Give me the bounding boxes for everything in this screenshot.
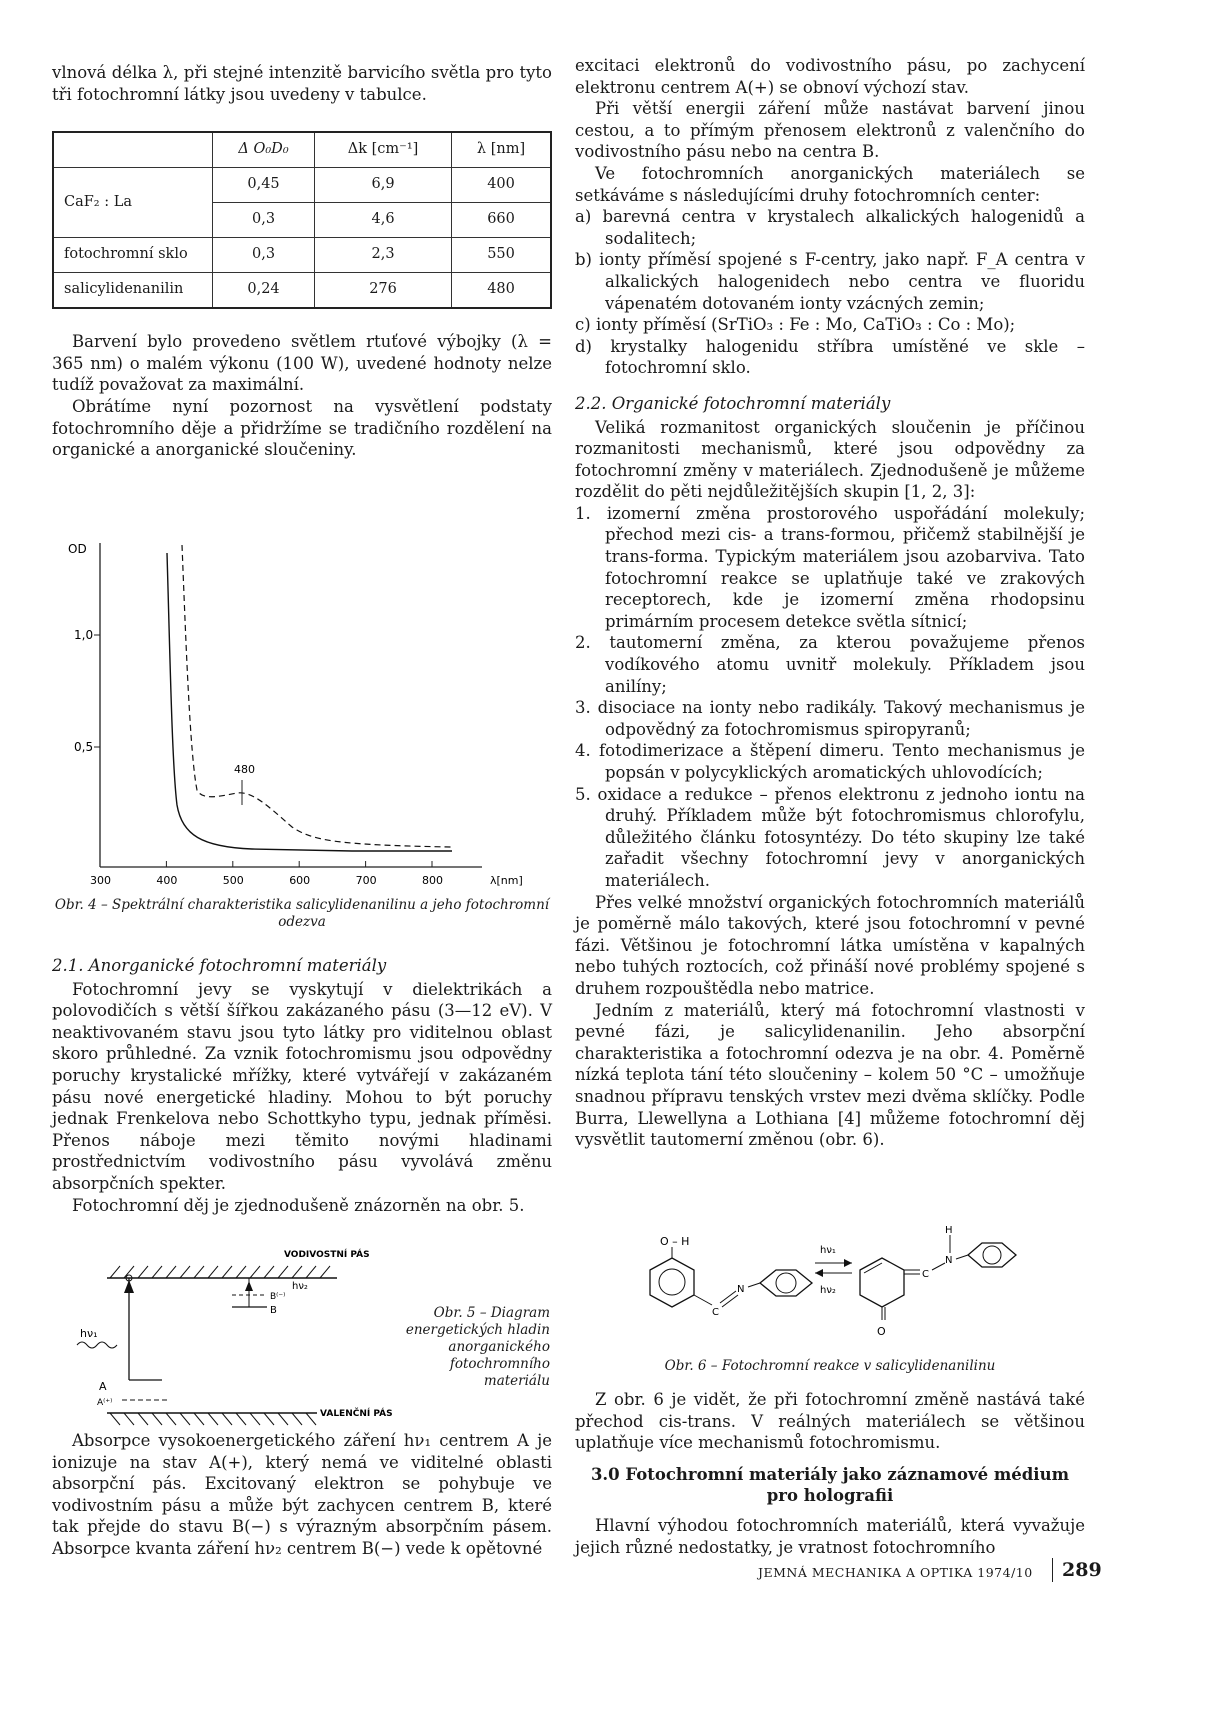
table-cell: 0,24 bbox=[213, 273, 315, 309]
table-cell: 0,3 bbox=[213, 203, 315, 238]
list-item: 5. oxidace a redukce – přenos elektronu z jednoho iontu na druhý. Příkladem může být fotochromismus chlorofylu, důležitého článku fotosyntézy. Do této skupiny lze také zařadit všechny fotochromní jevy v anorganických materiálech. bbox=[575, 784, 1085, 890]
x-tick-label: 600 bbox=[289, 874, 311, 887]
paragraph: Hlavní výhodou fotochromních materiálů, která vyvažuje jejich různé nedostatky, je vratnost fotochromního bbox=[575, 1515, 1085, 1557]
band-hatch bbox=[222, 1266, 232, 1278]
band-hatch bbox=[194, 1413, 204, 1425]
reaction-scheme bbox=[620, 1225, 1060, 1345]
level-a-label: A bbox=[99, 1380, 107, 1393]
left-column-bottom bbox=[52, 1430, 552, 1560]
table-header: Δ O₀D₀ bbox=[213, 132, 315, 168]
paragraph: Přes velké množství organických fotochromních materiálů je poměrně málo takových, které jsou fotochromní v pevné fázi. Většinou je fotochromní látka umístěna v kapalných nebo tuhých roztocích, což přináší nové problémy spojené s druhem rozpouštědla nebo matrice. bbox=[575, 892, 1085, 998]
list-item: 4. fotodimerizace a štěpení dimeru. Tento mechanismus je popsán v polycyklických aromatických uhlovodících; bbox=[575, 741, 1085, 782]
section-heading: 3.0 Fotochromní materiály jako záznamové médium pro holografii bbox=[590, 1464, 1070, 1506]
oh-group-label: O – H bbox=[660, 1235, 690, 1248]
valence-band-label: VALENČNÍ PÁS bbox=[320, 1409, 393, 1419]
band-hatch bbox=[180, 1266, 190, 1278]
conduction-band-label: VODIVOSTNÍ PÁS bbox=[284, 1250, 370, 1260]
table-header: λ [nm] bbox=[452, 132, 551, 168]
band-hatch bbox=[264, 1413, 274, 1425]
paragraph: Obrátíme nyní pozornost na vysvětlení podstaty fotochromního děje a přidržíme se tradičního rozdělení na organické a anorganické sloučeniny. bbox=[52, 396, 552, 460]
table-header bbox=[53, 132, 213, 168]
intro-paragraph: vlnová délka λ, při stejné intenzitě barvicího světla pro tyto tři fotochromní látky jsou uvedeny v tabulce. bbox=[52, 63, 552, 104]
table-cell: 4,6 bbox=[315, 203, 452, 238]
paragraph: Veliká rozmanitost organických sloučenin je příčinou rozmanitosti mechanismů, které jsou odpovědny za fotochromní změny v materiálech. Zjednodušeně je můžeme rozdělit do pěti nejdůležitějších skupin [1, 2, 3]: bbox=[575, 417, 1085, 502]
list-item: 2. tautomerní změna, za kterou považujeme přenos vodíkového atomu uvnitř molekuly. Příkladem jsou anilíny; bbox=[575, 633, 1086, 696]
figure-caption: Obr. 5 – Diagram energetických hladin anorganického fotochromního materiálu bbox=[405, 1305, 550, 1389]
paragraph: Absorpce vysokoenergetického záření hν₁ centrem A je ionizuje na stav A(+), který nemá ve viditelné oblasti absorpční pás. Excitovaný elektron se pohybuje ve vodivostním pásu a může být zachycen centrem B, které tak přejde do stavu B(−) s výrazným absorpčním pásem. Absorpce kvanta záření hν₂ centrem B(−) vede k opětovné bbox=[52, 1431, 552, 1558]
band-hatch bbox=[320, 1266, 330, 1278]
level-aplus-label: A⁽⁺⁾ bbox=[97, 1398, 113, 1408]
page-number: 289 bbox=[1062, 1559, 1102, 1581]
journal-footer: JEMNÁ MECHANIKA A OPTIKA 1974/10 bbox=[758, 1565, 1033, 1580]
paragraph: Jedním z materiálů, který má fotochromní vlastnosti v pevné fázi, je salicylidenanilin. Jeho absorpční charakteristika a fotochromní odezva je na obr. 4. Poměrně nízká teplota tání této sloučeniny – kolem 50 °C – umožňuje snadnou přípravu tenských vrstev mezi dvěma sklíčky. Podle Burra, Llewellyna a Lothiana [4] můžeme fotochromní děj vysvětlit tautomerní změnou (obr. 6). bbox=[575, 1000, 1085, 1150]
left-column bbox=[52, 62, 552, 461]
spectral-chart bbox=[52, 535, 552, 895]
table-row bbox=[53, 238, 551, 273]
band-hatch bbox=[180, 1413, 190, 1425]
atom-label: H bbox=[945, 1225, 953, 1236]
hv1-label: hν₁ bbox=[80, 1327, 98, 1340]
x-axis-unit: λ[nm] bbox=[490, 874, 523, 887]
y-tick-label: 1,0 bbox=[74, 628, 94, 642]
band-hatch bbox=[194, 1266, 204, 1278]
band-hatch bbox=[306, 1413, 316, 1425]
table-header-row bbox=[53, 132, 551, 168]
list-item: c) ionty příměsí (SrTiO₃ : Fe : Mo, CaTiO₃ : Co : Mo); bbox=[575, 315, 1016, 335]
x-tick-label: 500 bbox=[222, 874, 244, 887]
band-hatch bbox=[264, 1266, 274, 1278]
section-heading: 2.2. Organické fotochromní materiály bbox=[575, 393, 891, 413]
band-hatch bbox=[110, 1266, 120, 1278]
band-hatch bbox=[124, 1413, 134, 1425]
table-cell: 0,3 bbox=[213, 238, 315, 273]
list-item: 1. izomerní změna prostorového uspořádání molekuly; přechod mezi cis- a trans-formou, přičemž stabilnější je trans-forma. Typickým materiálem jsou azobarviva. Tato fotochromní reakce se uplatňuje také ve zrakových receptorech, kde je izomerní změna rhodopsinu primárním procesem detekce světla sítnicí; bbox=[575, 503, 1085, 631]
band-hatch bbox=[250, 1266, 260, 1278]
paragraph: Ve fotochromních anorganických materiálech se setkáváme s následujícími druhy fotochromních center: bbox=[575, 163, 1085, 205]
atom-label: N bbox=[737, 1284, 745, 1295]
band-hatch bbox=[278, 1266, 288, 1278]
band-hatch bbox=[278, 1413, 288, 1425]
center-types-list bbox=[575, 206, 1085, 379]
table-row bbox=[53, 168, 551, 203]
x-tick-label: 800 bbox=[422, 874, 443, 887]
band-hatch bbox=[138, 1266, 148, 1278]
y-tick-label: 0,5 bbox=[74, 740, 94, 754]
figure-caption: Obr. 6 – Fotochromní reakce v salicylidenanilinu bbox=[664, 1358, 996, 1374]
right-column-lower bbox=[575, 1358, 1085, 1558]
hv1-label: hν₁ bbox=[820, 1245, 836, 1256]
material-table bbox=[52, 131, 552, 309]
level-b-label: B bbox=[270, 1305, 277, 1316]
x-tick-label: 400 bbox=[156, 874, 178, 887]
paragraph: Fotochromní děj je zjednodušeně znázorněn na obr. 5. bbox=[72, 1195, 525, 1215]
band-hatch bbox=[166, 1266, 176, 1278]
paragraph: Barvení bylo provedeno světlem rtuťové výbojky (λ = 365 nm) o malém výkonu (100 W), uvedené hodnoty nelze tudíž považovat za maximální. bbox=[52, 332, 552, 395]
table-cell: 6,9 bbox=[315, 168, 452, 203]
table-cell: 2,3 bbox=[315, 238, 452, 273]
mechanism-list bbox=[575, 503, 1085, 892]
fig4-caption-box bbox=[52, 897, 552, 931]
table-cell: 480 bbox=[452, 273, 551, 309]
photochromic-response-curve bbox=[182, 545, 452, 847]
x-tick-label: 700 bbox=[355, 874, 377, 887]
band-hatch bbox=[250, 1413, 260, 1425]
band-hatch bbox=[306, 1266, 316, 1278]
band-hatch bbox=[152, 1413, 162, 1425]
atom-label: C bbox=[922, 1269, 929, 1280]
level-bminus-label: B⁽⁻⁾ bbox=[270, 1292, 286, 1302]
table-cell: 400 bbox=[452, 168, 551, 203]
table-cell: salicylidenanilin bbox=[53, 273, 213, 309]
band-hatch bbox=[236, 1266, 246, 1278]
band-hatch bbox=[166, 1413, 176, 1425]
peak-label: 480 bbox=[234, 763, 255, 776]
x-tick-label: 300 bbox=[90, 874, 111, 887]
list-item: b) ionty příměsí spojené s F-centry, jako např. F_A centra v alkalických halogenidech nebo centra ve fluoridu vápenatém dotovaném ionty vzácných zemin; bbox=[575, 250, 1086, 313]
figure-4 bbox=[52, 535, 552, 895]
absorption-curve bbox=[167, 553, 452, 851]
paragraph: excitaci elektronů do vodivostního pásu, po zachycení elektronu centrem A(+) se obnoví výchozí stav. bbox=[575, 56, 1085, 97]
band-hatch bbox=[236, 1413, 246, 1425]
band-hatch bbox=[292, 1413, 302, 1425]
band-hatch bbox=[110, 1413, 120, 1425]
atom-label: O bbox=[877, 1325, 886, 1338]
atom-label: C bbox=[712, 1307, 719, 1318]
table-cell: CaF₂ : La bbox=[53, 168, 213, 238]
list-item: 3. disociace na ionty nebo radikály. Takový mechanismus je odpovědný za fotochromismus spiropyranů; bbox=[575, 698, 1085, 739]
band-hatch bbox=[208, 1413, 218, 1425]
section-heading: 2.1. Anorganické fotochromní materiály bbox=[52, 956, 387, 975]
atom-label: N bbox=[945, 1255, 953, 1266]
band-hatch bbox=[124, 1266, 134, 1278]
footer-divider bbox=[1052, 1558, 1053, 1582]
table-cell: 550 bbox=[452, 238, 551, 273]
table-row bbox=[53, 273, 551, 309]
table-cell: 276 bbox=[315, 273, 452, 309]
fig5-caption-box bbox=[400, 1305, 550, 1390]
paragraph: Při větší energii záření může nastávat barvení jinou cestou, a to přímým přenosem elektronů z valenčního do vodivostního pásu nebo na centra B. bbox=[575, 99, 1085, 162]
paragraph: Fotochromní jevy se vyskytují v dielektrikách a polovodičích s větší šířkou zakázaného pásu (3—12 eV). V neaktivovaném stavu jsou tyto látky pro viditelnou oblast skoro průhledné. Za vznik fotochromismu jsou odpovědny poruchy krystalické mřížky, které vytvářejí v zakázaném pásu nové energetické hladiny. Mohou to být poruchy jednak Frenkelova nebo Schottkyho typu, jednak příměsi. Přenos náboje mezi těmito novými hladinami prostřednictvím vodivostního pásu vyvolává změnu absorpčních spekter. bbox=[52, 979, 552, 1193]
band-hatch bbox=[222, 1413, 232, 1425]
y-axis-label: OD bbox=[68, 542, 87, 556]
band-hatch bbox=[292, 1266, 302, 1278]
band-hatch bbox=[138, 1413, 148, 1425]
paragraph: Z obr. 6 je vidět, že při fotochromní změně nastává také přechod cis-trans. V reálných materiálech se většinou uplatňuje více mechanismů fotochromismu. bbox=[575, 1390, 1085, 1453]
band-hatch bbox=[152, 1266, 162, 1278]
table-header: Δk [cm⁻¹] bbox=[315, 132, 452, 168]
figure-caption: Obr. 4 – Spektrální charakteristika salicylidenanilinu a jeho fotochromní odezva bbox=[54, 897, 550, 930]
hv2-label: hν₂ bbox=[292, 1281, 308, 1292]
figure-6 bbox=[620, 1225, 1060, 1345]
table-cell: 0,45 bbox=[213, 168, 315, 203]
right-column bbox=[575, 55, 1085, 1151]
list-item: a) barevná centra v krystalech alkalických halogenidů a sodalitech; bbox=[575, 207, 1086, 248]
table-cell: fotochromní sklo bbox=[53, 238, 213, 273]
table-cell: 660 bbox=[452, 203, 551, 238]
hv2-label: hν₂ bbox=[820, 1285, 836, 1296]
energy-level-diagram bbox=[52, 1245, 393, 1420]
list-item: d) krystalky halogenidu stříbra umístěné ve skle – fotochromní sklo. bbox=[575, 336, 1085, 378]
band-hatch bbox=[208, 1266, 218, 1278]
figure-5 bbox=[52, 1245, 393, 1420]
left-column-lower bbox=[52, 955, 552, 1216]
